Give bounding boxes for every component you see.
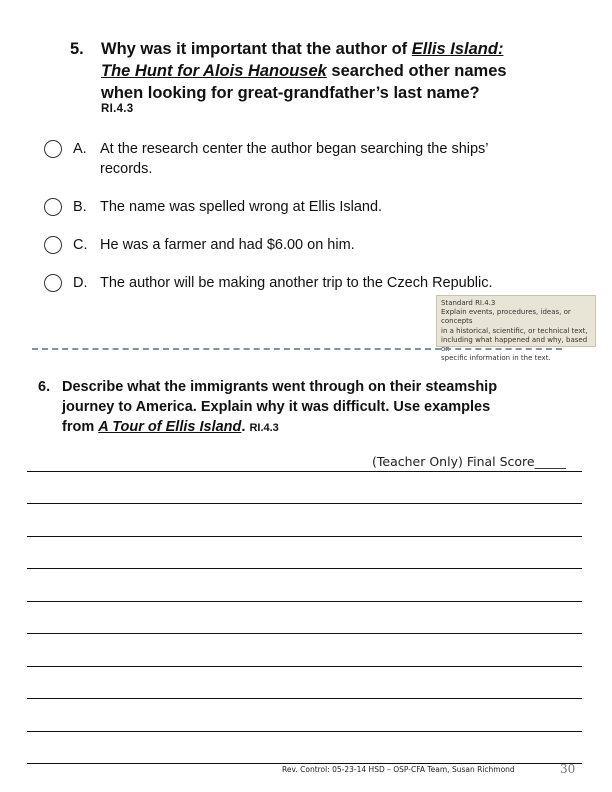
- answer-line[interactable]: [27, 763, 582, 764]
- radio-button-c[interactable]: [44, 236, 62, 254]
- question-6-number: 6.: [38, 379, 51, 395]
- standard-note: Standard RI.4.3 Explain events, procedures, ideas, or concepts in a historical, scientific, or technical text, including what happened and why, based on specific information in the text.: [436, 295, 596, 347]
- choice-c-text: He was a farmer and had $6.00 on him.: [100, 237, 355, 253]
- choice-a[interactable]: [44, 139, 564, 179]
- question-6-standard: RI.4.3: [249, 422, 279, 434]
- choice-b[interactable]: [44, 197, 564, 217]
- choice-a-text: At the research center the author began searching the ships’ records.: [100, 141, 489, 177]
- question-6-line-3: from A Tour of Ellis Island. RI.4.3: [62, 419, 279, 435]
- question-6: [38, 377, 568, 438]
- book-title-part-1: Ellis Island:: [411, 40, 504, 58]
- choice-d-letter: D.: [73, 275, 88, 291]
- choice-b-letter: B.: [73, 199, 87, 215]
- teacher-final-score: (Teacher Only) Final Score_____: [372, 454, 566, 469]
- question-5-number: 5.: [70, 40, 84, 58]
- question-5: [70, 38, 560, 104]
- question-5-line-1: Why was it important that the author of Ellis Island:: [101, 40, 504, 58]
- choice-d[interactable]: [44, 273, 564, 293]
- answer-line[interactable]: [27, 698, 582, 699]
- radio-button-b[interactable]: [44, 198, 62, 216]
- question-6-line-1: Describe what the immigrants went through on their steamship: [62, 379, 498, 395]
- answer-line[interactable]: [27, 633, 582, 634]
- answer-line[interactable]: [27, 503, 582, 504]
- book-title-part-2: The Hunt for Alois Hanousek: [101, 62, 327, 80]
- page-number: 30: [560, 762, 576, 776]
- answer-line[interactable]: [27, 536, 582, 537]
- answer-line[interactable]: [27, 471, 582, 472]
- footer-revision: Rev. Control: 05-23-14 HSD – OSP-CFA Team, Susan Richmond: [282, 765, 515, 774]
- answer-line[interactable]: [27, 601, 582, 602]
- question-5-line-2: The Hunt for Alois Hanousek searched other names: [101, 62, 507, 80]
- book-title-q6: A Tour of Ellis Island: [98, 419, 242, 435]
- question-6-line-2: journey to America. Explain why it was difficult. Use examples: [62, 399, 491, 415]
- question-5-standard: RI.4.3: [101, 103, 134, 115]
- radio-button-a[interactable]: [44, 140, 62, 158]
- radio-button-d[interactable]: [44, 274, 62, 292]
- choice-b-text: The name was spelled wrong at Ellis Island.: [100, 199, 383, 215]
- question-5-line-3: when looking for great-grandfather’s last name?: [101, 84, 480, 102]
- choice-d-text: The author will be making another trip to the Czech Republic.: [100, 275, 493, 291]
- choice-a-letter: A.: [73, 141, 87, 157]
- answer-line[interactable]: [27, 568, 582, 569]
- answer-line[interactable]: [27, 666, 582, 667]
- choice-c-letter: C.: [73, 237, 88, 253]
- section-divider: [32, 348, 562, 350]
- choice-c[interactable]: [44, 235, 564, 255]
- answer-line[interactable]: [27, 731, 582, 732]
